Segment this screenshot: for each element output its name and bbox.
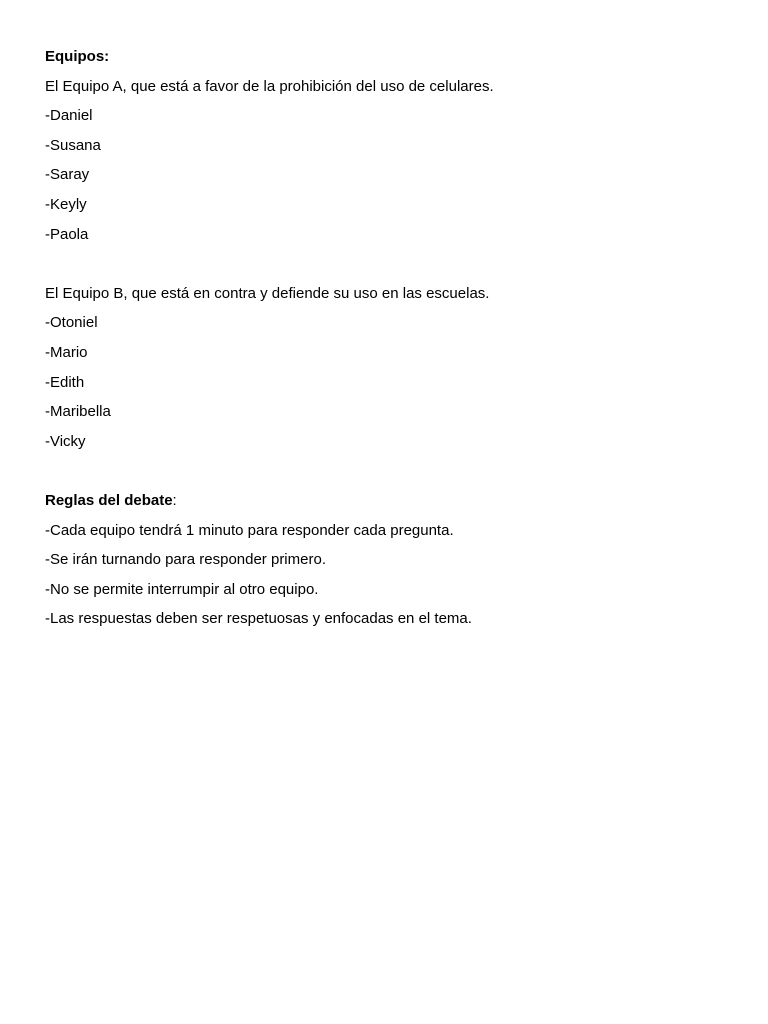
- reglas-heading-text: Reglas del debate: [45, 491, 173, 509]
- team-a-member: -Keyly: [45, 195, 87, 213]
- reglas-heading: [45, 486, 725, 516]
- team-a-member: -Paola: [45, 225, 89, 243]
- paragraph-spacer: [45, 249, 725, 279]
- reglas-heading-colon: :: [172, 491, 177, 509]
- rule-item: -Las respuestas deben ser respetuosas y enfocadas en el tema.: [45, 610, 472, 628]
- rule-item: -Cada equipo tendrá 1 minuto para responder cada pregunta.: [45, 521, 454, 539]
- rule-item: -Se irán turnando para responder primero.: [45, 551, 326, 569]
- rule-item: -No se permite interrumpir al otro equipo.: [45, 580, 319, 598]
- team-b-member: -Vicky: [45, 432, 86, 450]
- team-a-member: -Saray: [45, 166, 90, 184]
- team-a-description: El Equipo A, que está a favor de la prohibición del uso de celulares.: [45, 77, 494, 95]
- team-b-member: -Mario: [45, 343, 88, 361]
- team-b-description: El Equipo B, que está en contra y defiende su uso en las escuelas.: [45, 284, 490, 302]
- team-a-member: -Daniel: [45, 107, 93, 125]
- document-page: [45, 42, 725, 634]
- team-a-member: -Susana: [45, 136, 101, 154]
- team-b-member: -Maribella: [45, 403, 111, 421]
- paragraph-spacer: [45, 456, 725, 486]
- equipos-heading: Equipos:: [45, 48, 110, 65]
- team-b-member: -Edith: [45, 373, 85, 391]
- team-b-member: -Otoniel: [45, 314, 98, 332]
